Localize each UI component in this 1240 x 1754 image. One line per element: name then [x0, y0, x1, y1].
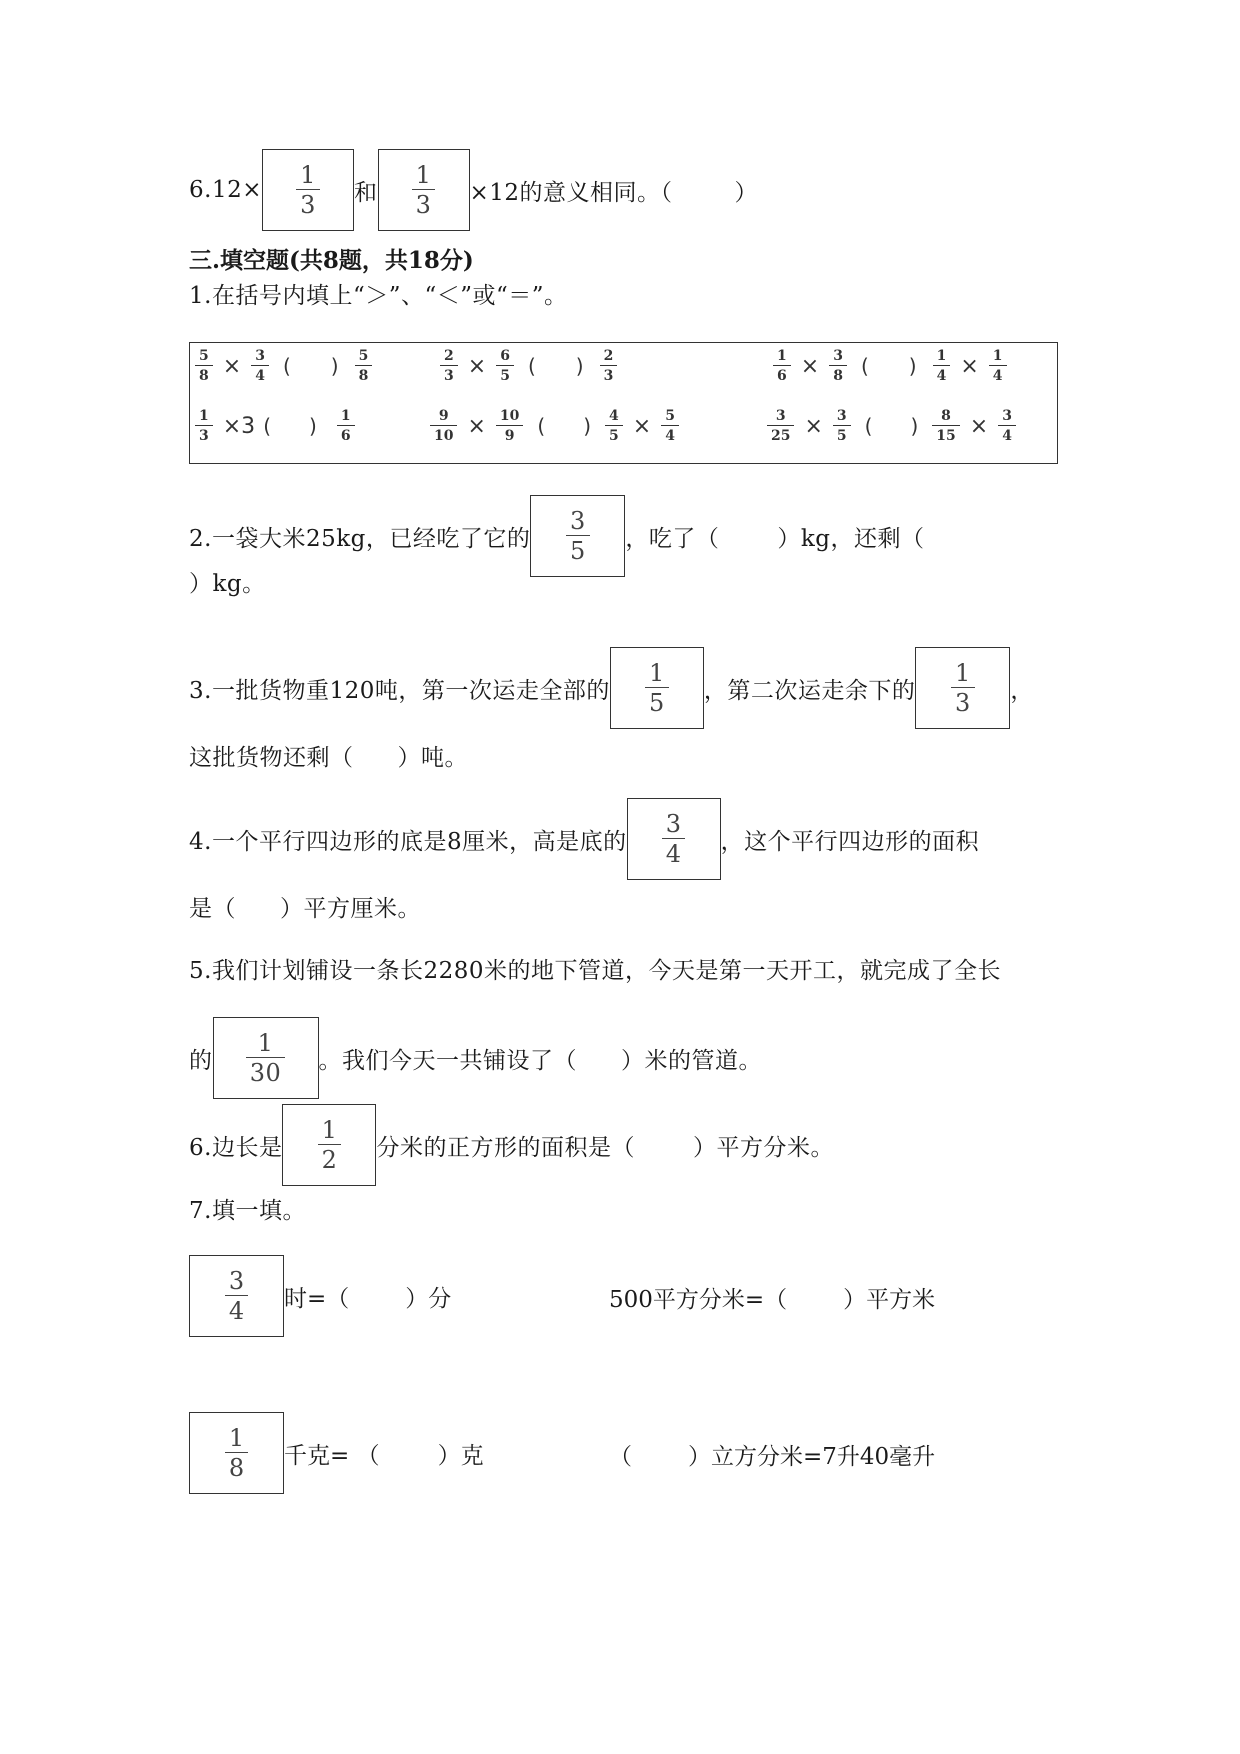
- fraction-box: [915, 647, 1010, 729]
- fraction-box: [189, 1255, 284, 1337]
- answer-paren[interactable]: (: [282, 354, 291, 379]
- question-text: ）平方厘米。: [280, 895, 421, 922]
- fill-question-2-cont: [189, 556, 266, 606]
- question-text: ，吃了（: [625, 525, 720, 552]
- fill-question-3-cont: [189, 730, 468, 780]
- answer-paren-close: ）: [734, 179, 759, 206]
- fill-question-5: [189, 943, 1001, 993]
- fraction: $\frac{3}{8}$: [829, 349, 847, 383]
- question-text: 。我们今天一共铺设了（: [318, 1047, 577, 1074]
- fraction: $\frac{1}{2}$: [318, 1118, 342, 1172]
- fraction: $\frac{3}{5}$: [566, 509, 590, 563]
- fraction: $\frac{3}{4}$: [662, 812, 686, 866]
- answer-paren[interactable]: (: [860, 354, 869, 379]
- fraction: $\frac{3}{25}$: [767, 409, 794, 443]
- question-text: ）吨。: [397, 744, 468, 771]
- fraction-box: [262, 149, 354, 231]
- fraction: $\frac{3}{4}$: [225, 1269, 248, 1323]
- question-text: 5.我们计划铺设一条长2280米的地下管道，今天是第一天开工，就完成了全长: [189, 957, 1001, 984]
- question-text: ，这个平行四边形的面积: [720, 828, 980, 855]
- fraction-box: [189, 1412, 284, 1494]
- fraction: $\frac{4}{5}$: [605, 409, 623, 443]
- compare-item: $\frac{3}{25}$ × $\frac{3}{5}$ ( ) $\frac{8}{15}$ × $\frac{3}{4}$: [767, 409, 1016, 443]
- fill-question-4: [189, 794, 979, 884]
- question-text: 4.一个平行四边形的底是8厘米，高是底的: [189, 828, 627, 855]
- fraction-box: [610, 647, 704, 729]
- fill-question-4-cont: [189, 881, 421, 931]
- fraction: $\frac{1}{3}$: [951, 661, 975, 715]
- fraction: $\frac{1}{3}$: [412, 163, 436, 217]
- fraction: $\frac{2}{3}$: [440, 349, 458, 383]
- question-text: 和: [354, 179, 378, 206]
- fraction: $\frac{1}{4}$: [989, 349, 1007, 383]
- fraction-box: [213, 1017, 319, 1099]
- answer-paren[interactable]: (: [864, 414, 873, 439]
- fraction: $\frac{1}{6}$: [337, 409, 355, 443]
- question-text: ，: [1010, 677, 1034, 704]
- answer-paren[interactable]: (: [263, 414, 271, 439]
- fraction: $\frac{1}{30}$: [246, 1031, 286, 1085]
- question-text: ）平方分米。: [692, 1134, 834, 1161]
- fraction: $\frac{3}{4}$: [998, 409, 1016, 443]
- fill-question-2: [189, 491, 925, 581]
- fraction: $\frac{9}{10}$: [430, 409, 457, 443]
- question-text: 是（: [189, 895, 236, 922]
- fraction: $\frac{3}{4}$: [251, 349, 269, 383]
- compare-item: $\frac{9}{10}$ × $\frac{10}{9}$ ( ) $\frac{4}{5}$ × $\frac{5}{4}$: [430, 409, 679, 443]
- fill-question-5-cont: [189, 1013, 762, 1103]
- conversion-item: 500平方分米=（ ）平方米: [609, 1286, 936, 1313]
- fraction: $\frac{10}{9}$: [496, 409, 523, 443]
- fraction: $\frac{8}{15}$: [932, 409, 959, 443]
- question-text: 的: [189, 1047, 213, 1074]
- answer-paren[interactable]: (: [527, 354, 536, 379]
- compare-item: $\frac{5}{8}$ × $\frac{3}{4}$ ( ) $\frac{5}{8}$: [195, 349, 372, 383]
- fraction-box: [627, 798, 721, 880]
- fraction-box: [378, 149, 470, 231]
- fraction: $\frac{3}{5}$: [833, 409, 851, 443]
- fill-question-3: [189, 643, 1034, 733]
- fraction: $\frac{5}{8}$: [195, 349, 213, 383]
- fraction-box: [282, 1104, 376, 1186]
- question-text: 这批货物还剩（: [189, 744, 354, 771]
- question-text: 2.一袋大米25kg，已经吃了它的: [189, 525, 531, 552]
- question-text: 6.边长是: [189, 1134, 283, 1161]
- section-heading: 三.填空题(共8题，共18分): [189, 247, 474, 274]
- fraction: $\frac{1}{8}$: [225, 1426, 248, 1480]
- question-text: ，第二次运走余下的: [703, 677, 916, 704]
- question-text: 1.在括号内填上“＞”、“＜”或“＝”。: [189, 282, 568, 309]
- question-text: ）kg。: [189, 570, 266, 597]
- question-number: 6.: [189, 177, 212, 203]
- question-text: 3.一批货物重120吨，第一次运走全部的: [189, 677, 610, 704]
- conversion-item: $\frac{1}{8}$ 千克= （ ）克: [189, 1412, 484, 1494]
- conversion-item: $\frac{3}{4}$ 时=（ ）分: [189, 1255, 451, 1337]
- fraction: $\frac{2}{3}$: [600, 349, 618, 383]
- fraction: $\frac{5}{8}$: [355, 349, 373, 383]
- question-text: ×12的意义相同。（: [469, 179, 673, 206]
- compare-table: [189, 342, 1058, 464]
- question-text: 分米的正方形的面积是（: [376, 1134, 635, 1161]
- question-text: ）kg，还剩（: [777, 525, 925, 552]
- fraction: $\frac{5}{4}$: [661, 409, 679, 443]
- answer-paren[interactable]: (: [537, 414, 546, 439]
- compare-item: $\frac{1}{6}$ × $\frac{3}{8}$ ( ) $\frac{1}{4}$ × $\frac{1}{4}$: [773, 349, 1007, 383]
- compare-item: $\frac{2}{3}$ × $\frac{6}{5}$ ( ) $\frac{2}{3}$: [440, 349, 617, 383]
- question-text: 7.填一填。: [189, 1197, 306, 1224]
- fraction: $\frac{1}{4}$: [933, 349, 951, 383]
- judge-question-6: [189, 145, 758, 235]
- conversion-item: （ ）立方分米=7升40毫升: [609, 1443, 936, 1470]
- fraction: $\frac{1}{6}$: [773, 349, 791, 383]
- compare-item: $\frac{1}{3}$ ×3 ( ) $\frac{1}{6}$: [195, 409, 355, 443]
- fraction: $\frac{1}{3}$: [296, 163, 320, 217]
- fraction: $\frac{1}{3}$: [195, 409, 213, 443]
- fill-question-7: [189, 1183, 306, 1233]
- question-text: 12×: [211, 177, 262, 203]
- question-text: ）米的管道。: [621, 1047, 762, 1074]
- fraction-box: [530, 495, 625, 577]
- fraction: $\frac{6}{5}$: [496, 349, 514, 383]
- fill-question-6: [189, 1100, 834, 1190]
- fraction: $\frac{1}{5}$: [645, 661, 669, 715]
- fill-question-1: [189, 248, 568, 338]
